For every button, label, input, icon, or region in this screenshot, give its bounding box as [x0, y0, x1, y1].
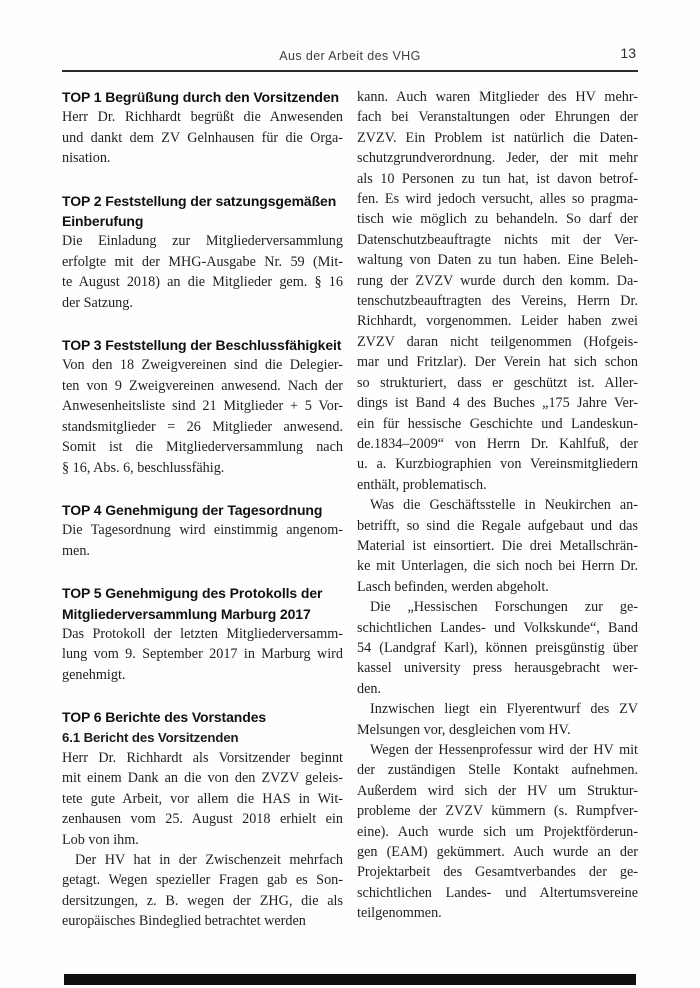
text-line: Projektarbeit des Gesamtverbandes der ge-: [357, 864, 638, 881]
text-line: dings ist Band 4 des Buches „175 Jahre Ver-: [357, 395, 638, 412]
section-heading: [62, 728, 343, 748]
text-line: Material ist einsortiert. Die drei Metallschrän-: [357, 537, 638, 554]
text-line: so strukturiert, dass er geschützt ist. Aller-: [357, 374, 638, 391]
text-line: Herr Dr. Richhardt als Vorsitzender beginnt: [62, 749, 343, 766]
section-heading: [62, 191, 343, 232]
text-line: eine). Auch wurde sich um Projektförderun-: [357, 823, 638, 840]
text-line: TOP 2 Feststellung der satzungsgemäßen: [62, 192, 337, 209]
text-line: enthält, problematisch.: [357, 476, 487, 493]
text-line: Die „Hessischen Forschungen zur ge-: [370, 599, 638, 616]
paragraph: [357, 740, 638, 924]
header-rule: [62, 70, 638, 72]
text-line: ein für hessische Geschichte und Landeskun-: [357, 415, 638, 432]
paragraph: [62, 624, 343, 685]
paragraph: [62, 355, 343, 477]
text-line: schichtlichen Landes- und Altertumsvereine: [357, 884, 638, 901]
text-line: TOP 4 Genehmigung der Tagesordnung: [62, 501, 323, 518]
text-line: Inzwischen liegt ein Flyerentwurf des ZV: [370, 701, 638, 718]
text-line: u. a. Kurzbiographien von Vereinsmitgliedern: [357, 456, 638, 473]
paragraph: [357, 597, 638, 699]
text-line: Richhardt, vorgenommen. Leider haben zwei: [357, 313, 638, 330]
text-line: rung der ZVZV wurde durch den komm. Da-: [357, 272, 638, 289]
text-line: Lasch befinden, werden abgeholt.: [357, 578, 549, 595]
text-line: TOP 5 Genehmigung des Protokolls der: [62, 585, 323, 602]
text-line: Anwesenheitsliste sind 21 Mitglieder + 5 Vor-: [62, 398, 343, 415]
text-line: probleme der ZVZV kümmern (s. Rumpfver-: [357, 803, 638, 820]
text-line: Was die Geschäftsstelle in Neukirchen an-: [370, 497, 638, 514]
right-column: [357, 87, 638, 932]
text-line: Mitgliederversammlung Marburg 2017: [62, 605, 311, 622]
section-heading: [62, 583, 343, 624]
text-line: TOP 3 Feststellung der Beschlussfähigkeit: [62, 337, 342, 354]
text-line: Melsungen vor, desgleichen vom HV.: [357, 721, 571, 738]
page-header: [62, 47, 638, 67]
text-line: TOP 1 Begrüßung durch den Vorsitzenden: [62, 89, 340, 105]
text-line: schichtlichen Landes- und Volkskunde“, Band: [357, 619, 638, 636]
text-line: Die Tagesordnung wird einstimmig angenom-: [62, 522, 343, 539]
text-line: TOP 6 Berichte des Vorstandes: [62, 709, 267, 726]
text-line: europäisches Bindeglied betrachtet werden: [62, 913, 306, 930]
paragraph: [62, 107, 343, 168]
paragraph: [357, 87, 638, 495]
section-heading: [62, 335, 343, 355]
text-line: Somit ist die Mitgliederversammlung nach: [62, 439, 343, 456]
text-columns: [62, 87, 638, 932]
text-line: Das Protokoll der letzten Mitgliederversamm-: [62, 625, 343, 642]
text-line: standsmitglieder = 26 Mitglieder anwesend.: [62, 418, 343, 435]
text-line: fach bei Veranstaltungen oder Ehrungen der: [357, 109, 638, 126]
section-heading: [62, 500, 343, 520]
text-line: nisation.: [62, 150, 111, 167]
paragraph: [62, 520, 343, 561]
text-line: dersitzungen, z. B. wegen der ZHG, die als: [62, 892, 343, 909]
section-heading: [62, 87, 343, 107]
text-line: 6.1 Bericht des Vorsitzenden: [62, 729, 239, 745]
paragraph: [62, 231, 343, 313]
text-line: der Satzung.: [62, 294, 133, 311]
text-line: ke mit Unterlagen, die sich noch bei Herrn Dr.: [357, 558, 638, 575]
text-line: men.: [62, 542, 90, 559]
text-line: kassel university press herausgebracht wer-: [357, 660, 638, 677]
paragraph: [62, 850, 343, 932]
text-line: lung vom 9. September 2017 in Marburg wird: [62, 646, 343, 663]
text-line: ZVZV. Ein Problem ist natürlich die Daten-: [357, 129, 638, 146]
text-line: Einberufung: [62, 213, 144, 230]
text-line: Lob von ihm.: [62, 831, 139, 848]
text-line: gen (EAM) gekümmert. Auch wurde an der: [357, 844, 638, 861]
text-line: getagt. Wegen spezieller Fragen gab es Son-: [62, 872, 343, 889]
paragraph: [62, 748, 343, 850]
text-line: § 16, Abs. 6, beschlussfähig.: [62, 459, 225, 476]
text-line: Außerdem wird sich der HV um Struktur-: [357, 782, 638, 799]
text-line: und dankt dem ZV Gelnhausen für die Orga-: [62, 129, 343, 146]
text-line: der zuständigen Stelle Kontakt aufnehmen.: [357, 762, 638, 779]
text-line: als 10 Personen zu tun hat, ist davon betrof-: [357, 170, 638, 187]
text-line: mar und Fritzlar). Der Verein hat sich schon: [357, 354, 638, 371]
text-line: tete gute Arbeit, vor allem die HAS in Wit-: [62, 790, 343, 807]
text-line: ten von 9 Zweigvereinen anwesend. Nach der: [62, 377, 343, 394]
bottom-scan-bar: [64, 974, 636, 985]
text-line: zenhausen vom 25. August 2018 erhielt ein: [62, 811, 343, 828]
text-line: Datenschutzbeauftragte nichts mit der Ver-: [357, 231, 638, 248]
text-line: erfolgte mit der MHG-Ausgabe Nr. 59 (Mit-: [62, 253, 343, 270]
page-number: 13: [620, 45, 636, 61]
text-line: ZVZV daran nicht teilgenommen (Hofgeis-: [357, 333, 638, 350]
text-line: te August 2018) an die Mitglieder gem. § 16: [62, 274, 343, 291]
running-head: Aus der Arbeit des VHG: [279, 49, 421, 63]
text-line: den.: [357, 680, 382, 697]
text-line: mit einem Dank an die von den ZVZV geleis-: [62, 770, 343, 787]
text-line: Wegen der Hessenprofessur wird der HV mit: [370, 742, 638, 758]
left-column: [62, 87, 343, 932]
text-line: waltung von Daten zu tun haben. Eine Beleh-: [357, 252, 638, 269]
text-line: genehmigt.: [62, 666, 126, 683]
text-line: betrifft, so sind die Regale aufgebaut und das: [357, 517, 638, 534]
text-line: de.1834–2009“ von Herrn Dr. Kahlfuß, der: [357, 435, 638, 452]
paragraph: [357, 495, 638, 597]
text-line: 54 (Landgraf Karl), können preisgünstig über: [357, 639, 638, 656]
paragraph: [357, 699, 638, 740]
text-line: Der HV hat in der Zwischenzeit mehrfach: [75, 852, 343, 868]
text-line: tisch wie möglich zu behandeln. So darf der: [357, 211, 638, 228]
text-line: Herr Dr. Richhardt begrüßt die Anwesenden: [62, 109, 343, 126]
section-heading: [62, 707, 343, 727]
text-line: Von den 18 Zweigvereinen sind die Delegier-: [62, 357, 343, 374]
text-line: tenschutzbeauftragten des Vereins, Herrn Dr.: [357, 293, 638, 310]
text-line: teilgenommen.: [357, 905, 442, 922]
text-line: schutzgrundverordnung. Jeder, der mit mehr: [357, 150, 638, 167]
text-line: fen. Es wird jedoch versucht, alles so pragma-: [357, 191, 638, 208]
text-line: kann. Auch waren Mitglieder des HV mehr-: [357, 89, 638, 105]
text-line: Die Einladung zur Mitgliederversammlung: [62, 233, 343, 250]
